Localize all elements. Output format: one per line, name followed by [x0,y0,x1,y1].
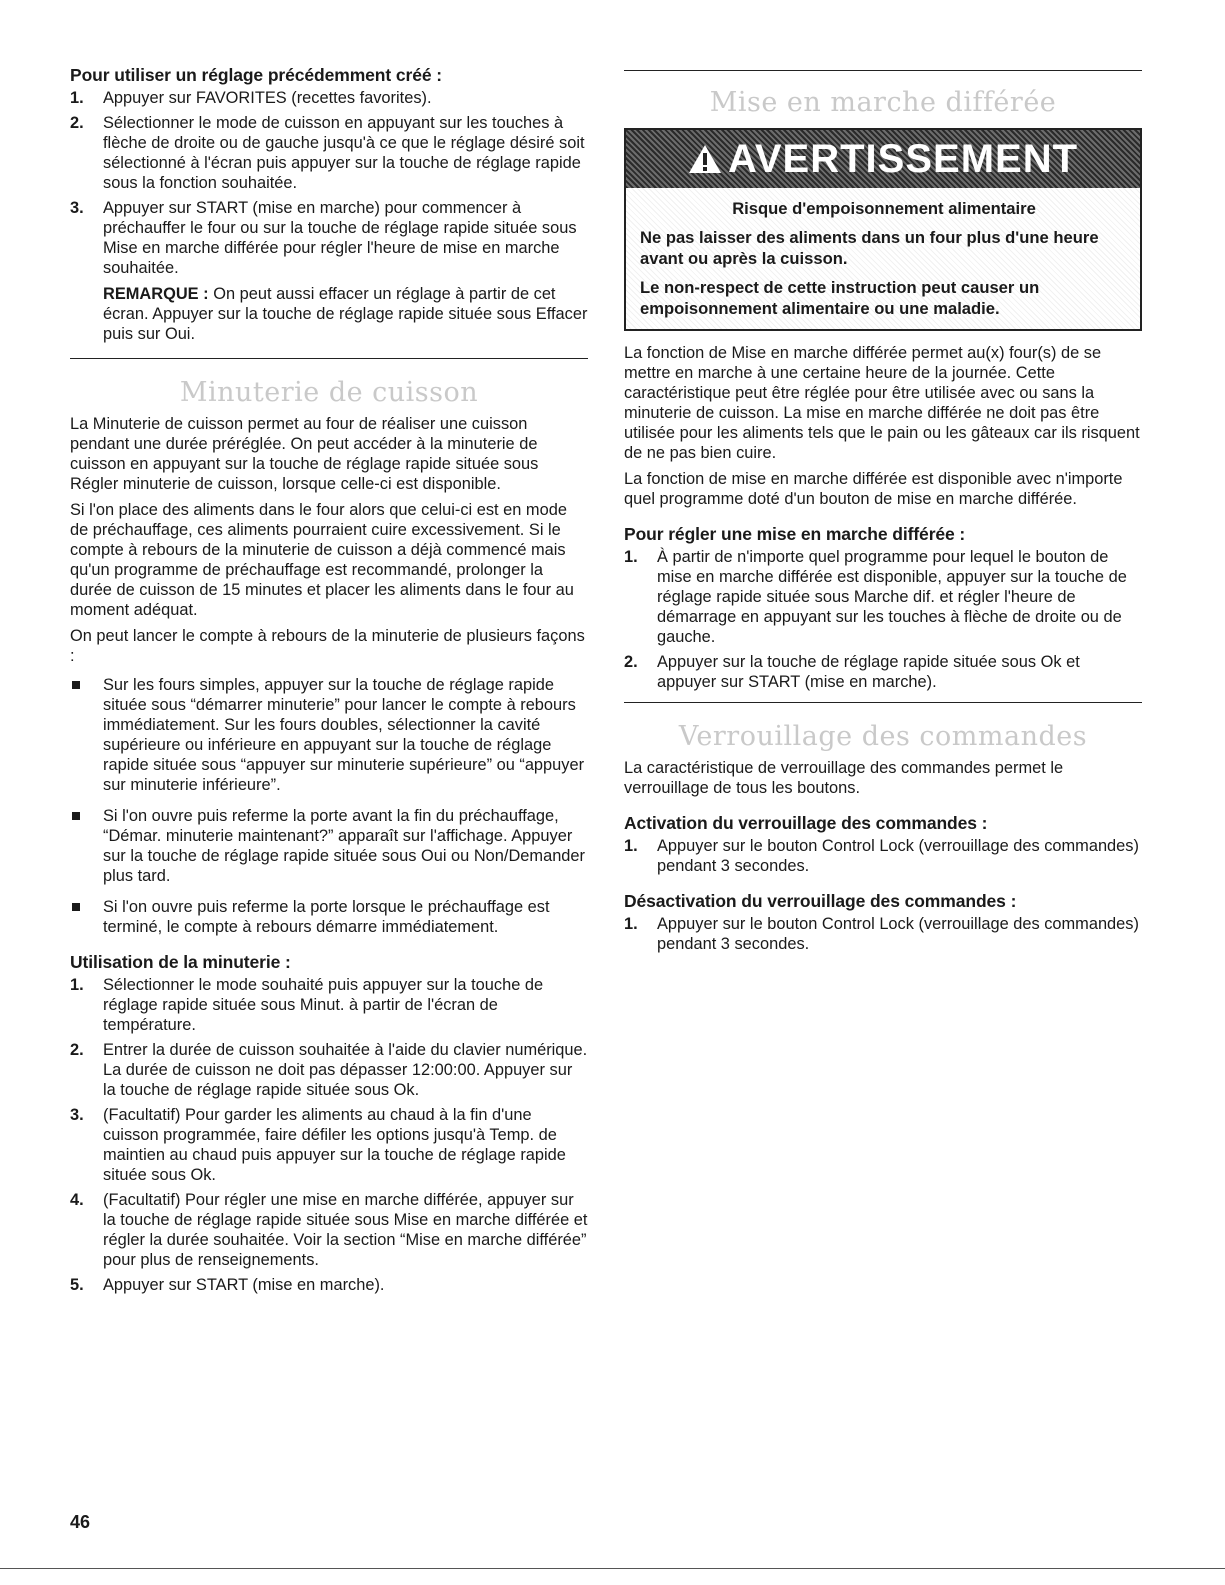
lock-activate-heading: Activation du verrouillage des commandes : [624,813,988,833]
delay-paragraph-2: La fonction de mise en marche différée est disponible avec n'importe quel programme doté d'un bouton de mise en marche différée. [624,470,1123,508]
warning-line-3: Le non-respect de cette instruction peut causer un empoisonnement alimentaire ou une maladie. [640,278,1040,318]
timer-paragraph-1: La Minuterie de cuisson permet au four de réaliser une cuisson pendant une durée préréglée. On peut accéder à la minuterie de cuisson en appuyant sur la touche de réglage rapide située sous Régler minuterie de cuisson, lorsque celle-ci est disponible. [70,415,539,493]
list-item: 1. Appuyer sur FAVORITES (recettes favorites). [70,89,432,107]
warning-body [626,188,1140,329]
page-number: 46 [70,1512,91,1532]
bottom-border [0,1568,1225,1569]
warning-triangle-icon [688,144,722,174]
timer-paragraph-2: Si l'on place des aliments dans le four alors que celui-ci est en mode de préchauffage, ces aliments pourraient cuire excessivement. Si le compte à rebours de la minuterie de cuisson a déjà commencé mais qu'un programme de préchauffage est recommandé, prolonger la durée de cuisson de 15 minutes et placer les aliments dans le four au moment adéquat. [70,501,574,619]
list-item: 1. Sélectionner le mode souhaité puis appuyer sur la touche de réglage rapide située sous Minut. à partir de l'écran de température. [70,976,544,1034]
note-label: REMARQUE : [103,285,209,303]
warning-box [624,128,1142,331]
warning-banner [626,130,1140,188]
delay-paragraph-1: La fonction de Mise en marche différée permet au(x) four(s) de se mettre en marche à une certaine heure de la journée. Cette caractéristique peut être réglée pour être utilisée avec ou sans la minuterie de cuisson. La mise en marche différée ne doit pas être utilisée pour les aliments tels que le pain ou les gâteaux car ils risquent de ne pas bien cuire. [624,344,1140,462]
list-item: 1. À partir de n'importe quel programme pour lequel le bouton de mise en marche différée est disponible, appuyer sur la touche de réglage rapide située sous Marche dif. et régler l'heure de démarrage en appuyant sur les touches à flèche de droite ou de gauche. [624,548,1127,646]
note [103,284,588,344]
list-item: 1. Appuyer sur le bouton Control Lock (verrouillage des commandes) pendant 3 secondes. [624,837,1139,875]
delay-set-heading: Pour régler une mise en marche différée : [624,524,966,544]
timer-bullets [70,675,588,937]
delay-section-title: Mise en marche différée [709,87,1057,118]
bullet-icon [72,681,80,689]
warning-line-2: Ne pas laisser des aliments dans un four plus d'une heure avant ou après la cuisson. [640,228,1099,268]
warning-line-1: Risque d'empoisonnement alimentaire [732,199,1036,218]
lock-paragraph: La caractéristique de verrouillage des commandes permet le verrouillage de tous les boutons. [624,759,1064,797]
lock-section-title: Verrouillage des commandes [678,721,1088,752]
list-item: 5. Appuyer sur START (mise en marche). [70,1276,385,1294]
timer-usage-heading: Utilisation de la minuterie : [70,952,291,972]
list-item: 2. Appuyer sur la touche de réglage rapide située sous Ok et appuyer sur START (mise en marche). [624,653,1080,691]
list-item: 3. (Facultatif) Pour garder les aliments au chaud à la fin d'une cuisson programmée, faire défiler les options jusqu'à Temp. de maintien au chaud puis appuyer sur la touche de réglage rapide située sous Ok. [70,1106,566,1184]
timer-section-title: Minuterie de cuisson [179,377,479,408]
right-column [624,70,1142,959]
warning-banner-text: AVERTISSEMENT [727,136,1079,181]
list-item: 2. Sélectionner le mode de cuisson en appuyant sur les touches à flèche de droite ou de gauche jusqu'à ce que le réglage désiré soit sélectionné à l'écran puis appuyer sur la touche de réglage rapide sous la fonction souhaitée. [70,114,585,192]
list-item: Si l'on ouvre puis referme la porte lorsque le préchauffage est terminé, le compte à rebours démarre immédiatement. [70,897,588,937]
section-divider [624,702,1142,703]
list-item: 4. (Facultatif) Pour régler une mise en marche différée, appuyer sur la touche de réglage rapide située sous Mise en marche différée et régler la durée souhaitée. Voir la section “Mise en marche différée” pour plus de renseignements. [70,1191,588,1269]
list-item: 1. Appuyer sur le bouton Control Lock (verrouillage des commandes) pendant 3 secondes. [624,915,1139,953]
lock-deactivate-steps [624,914,1142,954]
use-saved-heading: Pour utiliser un réglage précédemment créé : [70,65,442,85]
note-text: On peut aussi effacer un réglage à partir de cet écran. Appuyer sur la touche de réglage rapide située sous Effacer puis sur Oui. [103,285,588,343]
section-divider [70,358,588,359]
bullet-icon [72,903,80,911]
left-column [70,64,588,1300]
section-divider [624,70,1142,71]
list-item: 2. Entrer la durée de cuisson souhaitée à l'aide du clavier numérique. La durée de cuisson ne doit pas dépasser 12:00:00. Appuyer sur la touche de réglage rapide située sous Ok. [70,1041,588,1099]
list-item: Sur les fours simples, appuyer sur la touche de réglage rapide située sous “démarrer minuterie” pour lancer le compte à rebours immédiatement. Sur les fours doubles, sélectionner la cavité supérieure ou inférieure en appuyant sur la touche de réglage rapide située sous “appuyer sur minuterie supérieure” ou “appuyer sur minuterie inférieure”. [70,675,588,795]
delay-set-steps [624,547,1142,692]
use-saved-steps [70,88,588,344]
lock-deactivate-heading: Désactivation du verrouillage des commandes : [624,891,1017,911]
list-item: Si l'on ouvre puis referme la porte avant la fin du préchauffage, “Démar. minuterie maintenant?” apparaît sur l'affichage. Appuyer sur la touche de réglage rapide située sous Oui ou Non/Demander plus tard. [70,806,588,886]
timer-paragraph-3: On peut lancer le compte à rebours de la minuterie de plusieurs façons : [70,627,585,665]
bullet-icon [72,812,80,820]
timer-usage-steps [70,975,588,1295]
lock-activate-steps [624,836,1142,876]
list-item: 3. Appuyer sur START (mise en marche) pour commencer à préchauffer le four ou sur la touche de réglage rapide située sous Mise en marche différée pour régler l'heure de mise en marche souhaitée. REMARQUE : On peut aussi effacer un réglage à partir de cet écran. Appuyer sur la touche de réglage rapide située sous Effacer puis sur Oui. [70,199,588,343]
